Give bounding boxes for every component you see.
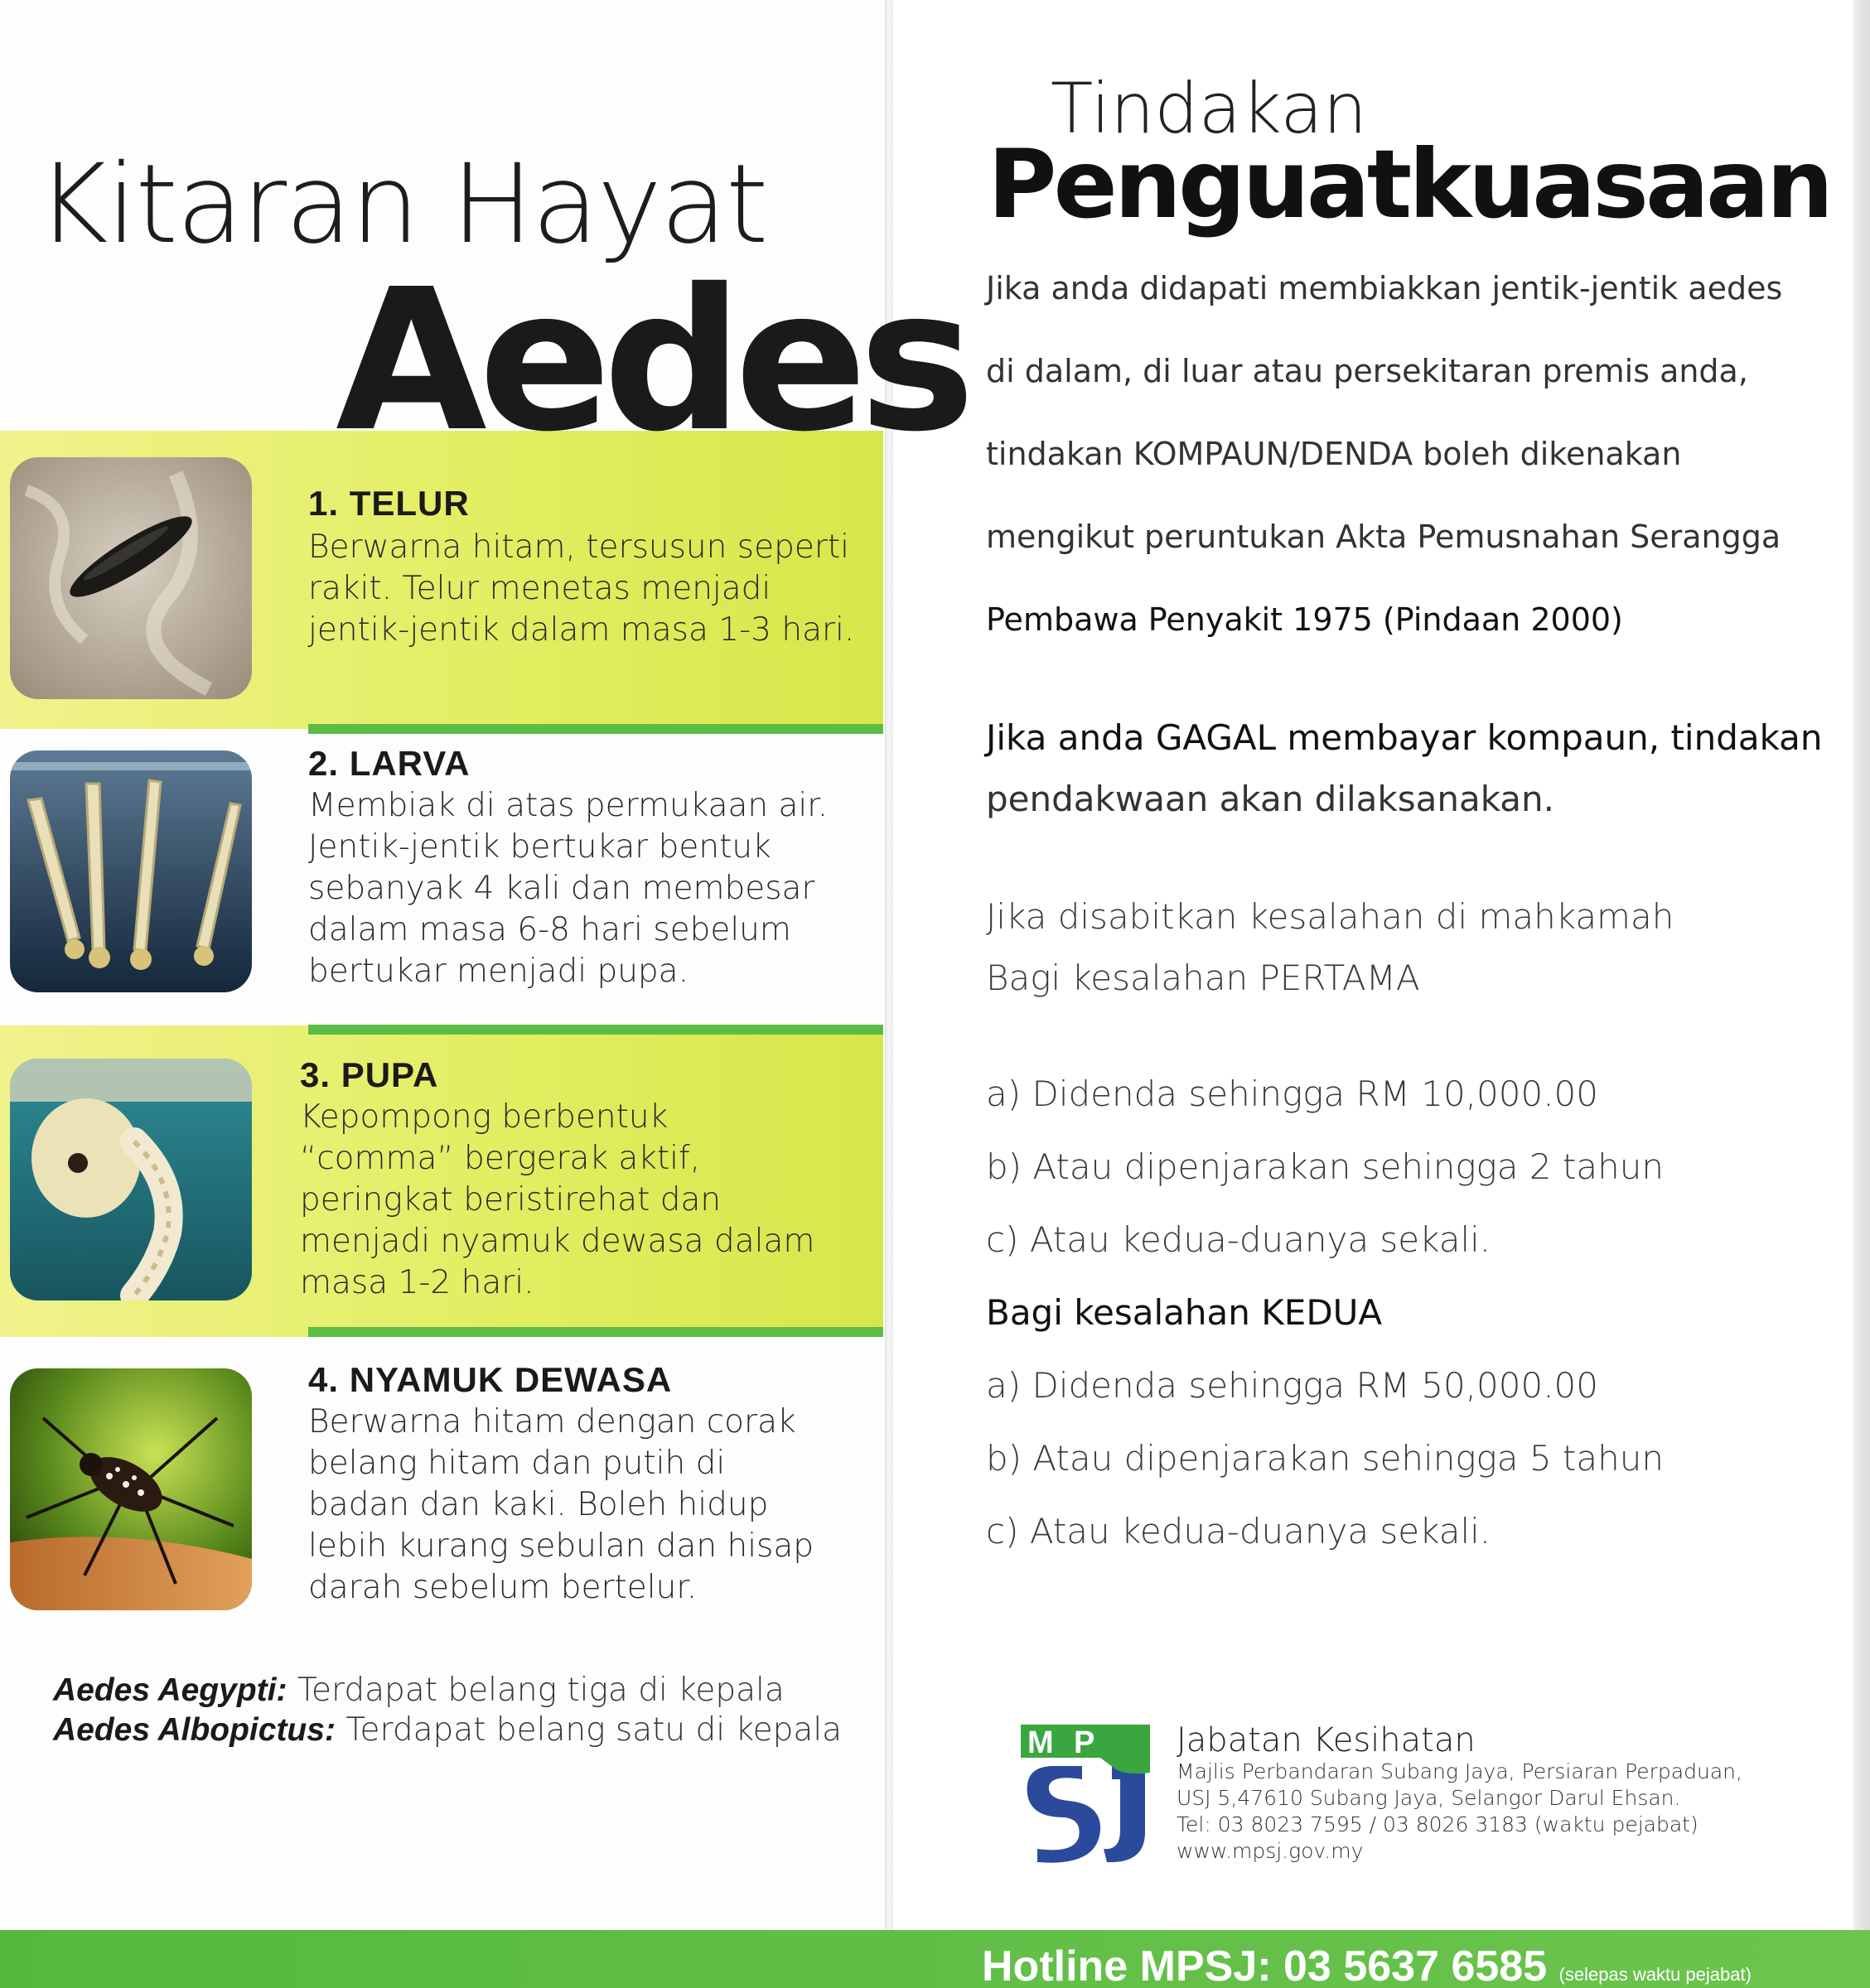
- second-offence-heading: Bagi kesalahan KEDUA: [986, 1292, 1383, 1333]
- penalty-item: a) Didenda sehingga RM 10,000.00: [986, 1074, 1598, 1114]
- hotline-number: Hotline MPSJ: 03 5637 6585: [982, 1942, 1548, 1988]
- species-note-albopictus: [53, 1711, 842, 1749]
- first-offence-heading: Bagi kesalahan PERTAMA: [986, 958, 1420, 998]
- stage-description: Berwarna hitam dengan corak belang hitam dan putih di badan dan kaki. Boleh hidup lebih kurang sebulan dan hisap darah sebelum bertelur.: [308, 1403, 814, 1606]
- fail-notice-line: Jika anda GAGAL membayar kompaun, tindakan: [986, 717, 1823, 758]
- mosquito-image: [10, 1368, 252, 1610]
- penalty-item: a) Didenda sehingga RM 50,000.00: [986, 1365, 1598, 1406]
- stage-heading: 3. PUPA: [300, 1055, 439, 1094]
- page-title-bold: Aedes: [336, 247, 968, 475]
- species-description: Terdapat belang tiga di kepala: [287, 1672, 785, 1709]
- stage-description: Kepompong berbentuk “comma” bergerak aktif, peringkat beristirehat dan menjadi nyamuk dewasa dalam masa 1-2 hari.: [300, 1098, 815, 1301]
- divider: [308, 1025, 883, 1035]
- stage-description: Berwarna hitam, tersusun seperti rakit. Telur menetas menjadi jentik-jentik dalam masa 1-3 hari.: [308, 528, 855, 649]
- species-description: Terdapat belang satu di kepala: [335, 1711, 843, 1749]
- egg-image: [10, 457, 252, 699]
- phone-line: Tel: 03 8023 7595 / 03 8026 3183 (waktu pejabat): [1177, 1812, 1698, 1836]
- mpsj-logo: [1021, 1725, 1150, 1864]
- intro-line: mengikut peruntukan Akta Pemusnahan Serangga: [986, 519, 1781, 555]
- penalty-item: b) Atau dipenjarakan sehingga 2 tahun: [986, 1146, 1664, 1187]
- svg-text:M: M: [1027, 1725, 1054, 1760]
- divider: [308, 1327, 883, 1337]
- intro-line: Jika anda didapati membiakkan jentik-jentik aedes: [986, 270, 1783, 306]
- website-link[interactable]: www.mpsj.gov.my: [1177, 1839, 1364, 1863]
- divider: [308, 724, 883, 734]
- stage-heading: 1. TELUR: [308, 484, 470, 523]
- penalty-item: b) Atau dipenjarakan sehingga 5 tahun: [986, 1438, 1664, 1479]
- species-name: Aedes Albopictus:: [53, 1712, 336, 1748]
- fail-notice-line: pendakwaan akan dilaksanakan.: [986, 779, 1554, 819]
- department-name: Jabatan Kesihatan: [1177, 1721, 1476, 1759]
- address-line: Majlis Perbandaran Subang Jaya, Persiaran Perpaduan,: [1177, 1759, 1742, 1783]
- section-title-light: Tindakan: [1051, 68, 1367, 149]
- penalty-item: c) Atau kedua-duanya sekali.: [986, 1219, 1491, 1260]
- larva-image: [10, 750, 252, 992]
- section-title-bold: Penguatkuasaan: [988, 129, 1830, 239]
- intro-line: Pembawa Penyakit 1975 (Pindaan 2000): [986, 601, 1623, 638]
- intro-line: di dalam, di luar atau persekitaran premis anda,: [986, 353, 1748, 389]
- stage-description: Membiak di atas permukaan air. Jentik-jentik bertukar bentuk sebanyak 4 kali dan membesar dalam masa 6-8 hari sebelum bertukar menjadi pupa.: [308, 787, 829, 990]
- penalty-item: c) Atau kedua-duanya sekali.: [986, 1511, 1491, 1551]
- stage-heading: 2. LARVA: [308, 744, 471, 783]
- svg-text:P: P: [1074, 1725, 1095, 1760]
- page-title-light: Kitaran Hayat: [36, 141, 767, 268]
- stage-heading: 4. NYAMUK DEWASA: [308, 1360, 673, 1399]
- intro-line: tindakan KOMPAUN/DENDA boleh dikenakan: [986, 436, 1682, 472]
- conviction-line: Jika disabitkan kesalahan di mahkamah: [986, 896, 1674, 937]
- species-name: Aedes Aegypti:: [53, 1672, 288, 1708]
- pupa-image: [10, 1059, 252, 1300]
- page-edge: [1853, 0, 1870, 1930]
- address-line: USJ 5,47610 Subang Jaya, Selangor Darul Ehsan.: [1177, 1786, 1681, 1810]
- hotline-note: (selepas waktu pejabat): [1558, 1964, 1752, 1985]
- species-note-aegypti: [53, 1672, 785, 1709]
- hotline-text: [982, 1942, 1752, 1988]
